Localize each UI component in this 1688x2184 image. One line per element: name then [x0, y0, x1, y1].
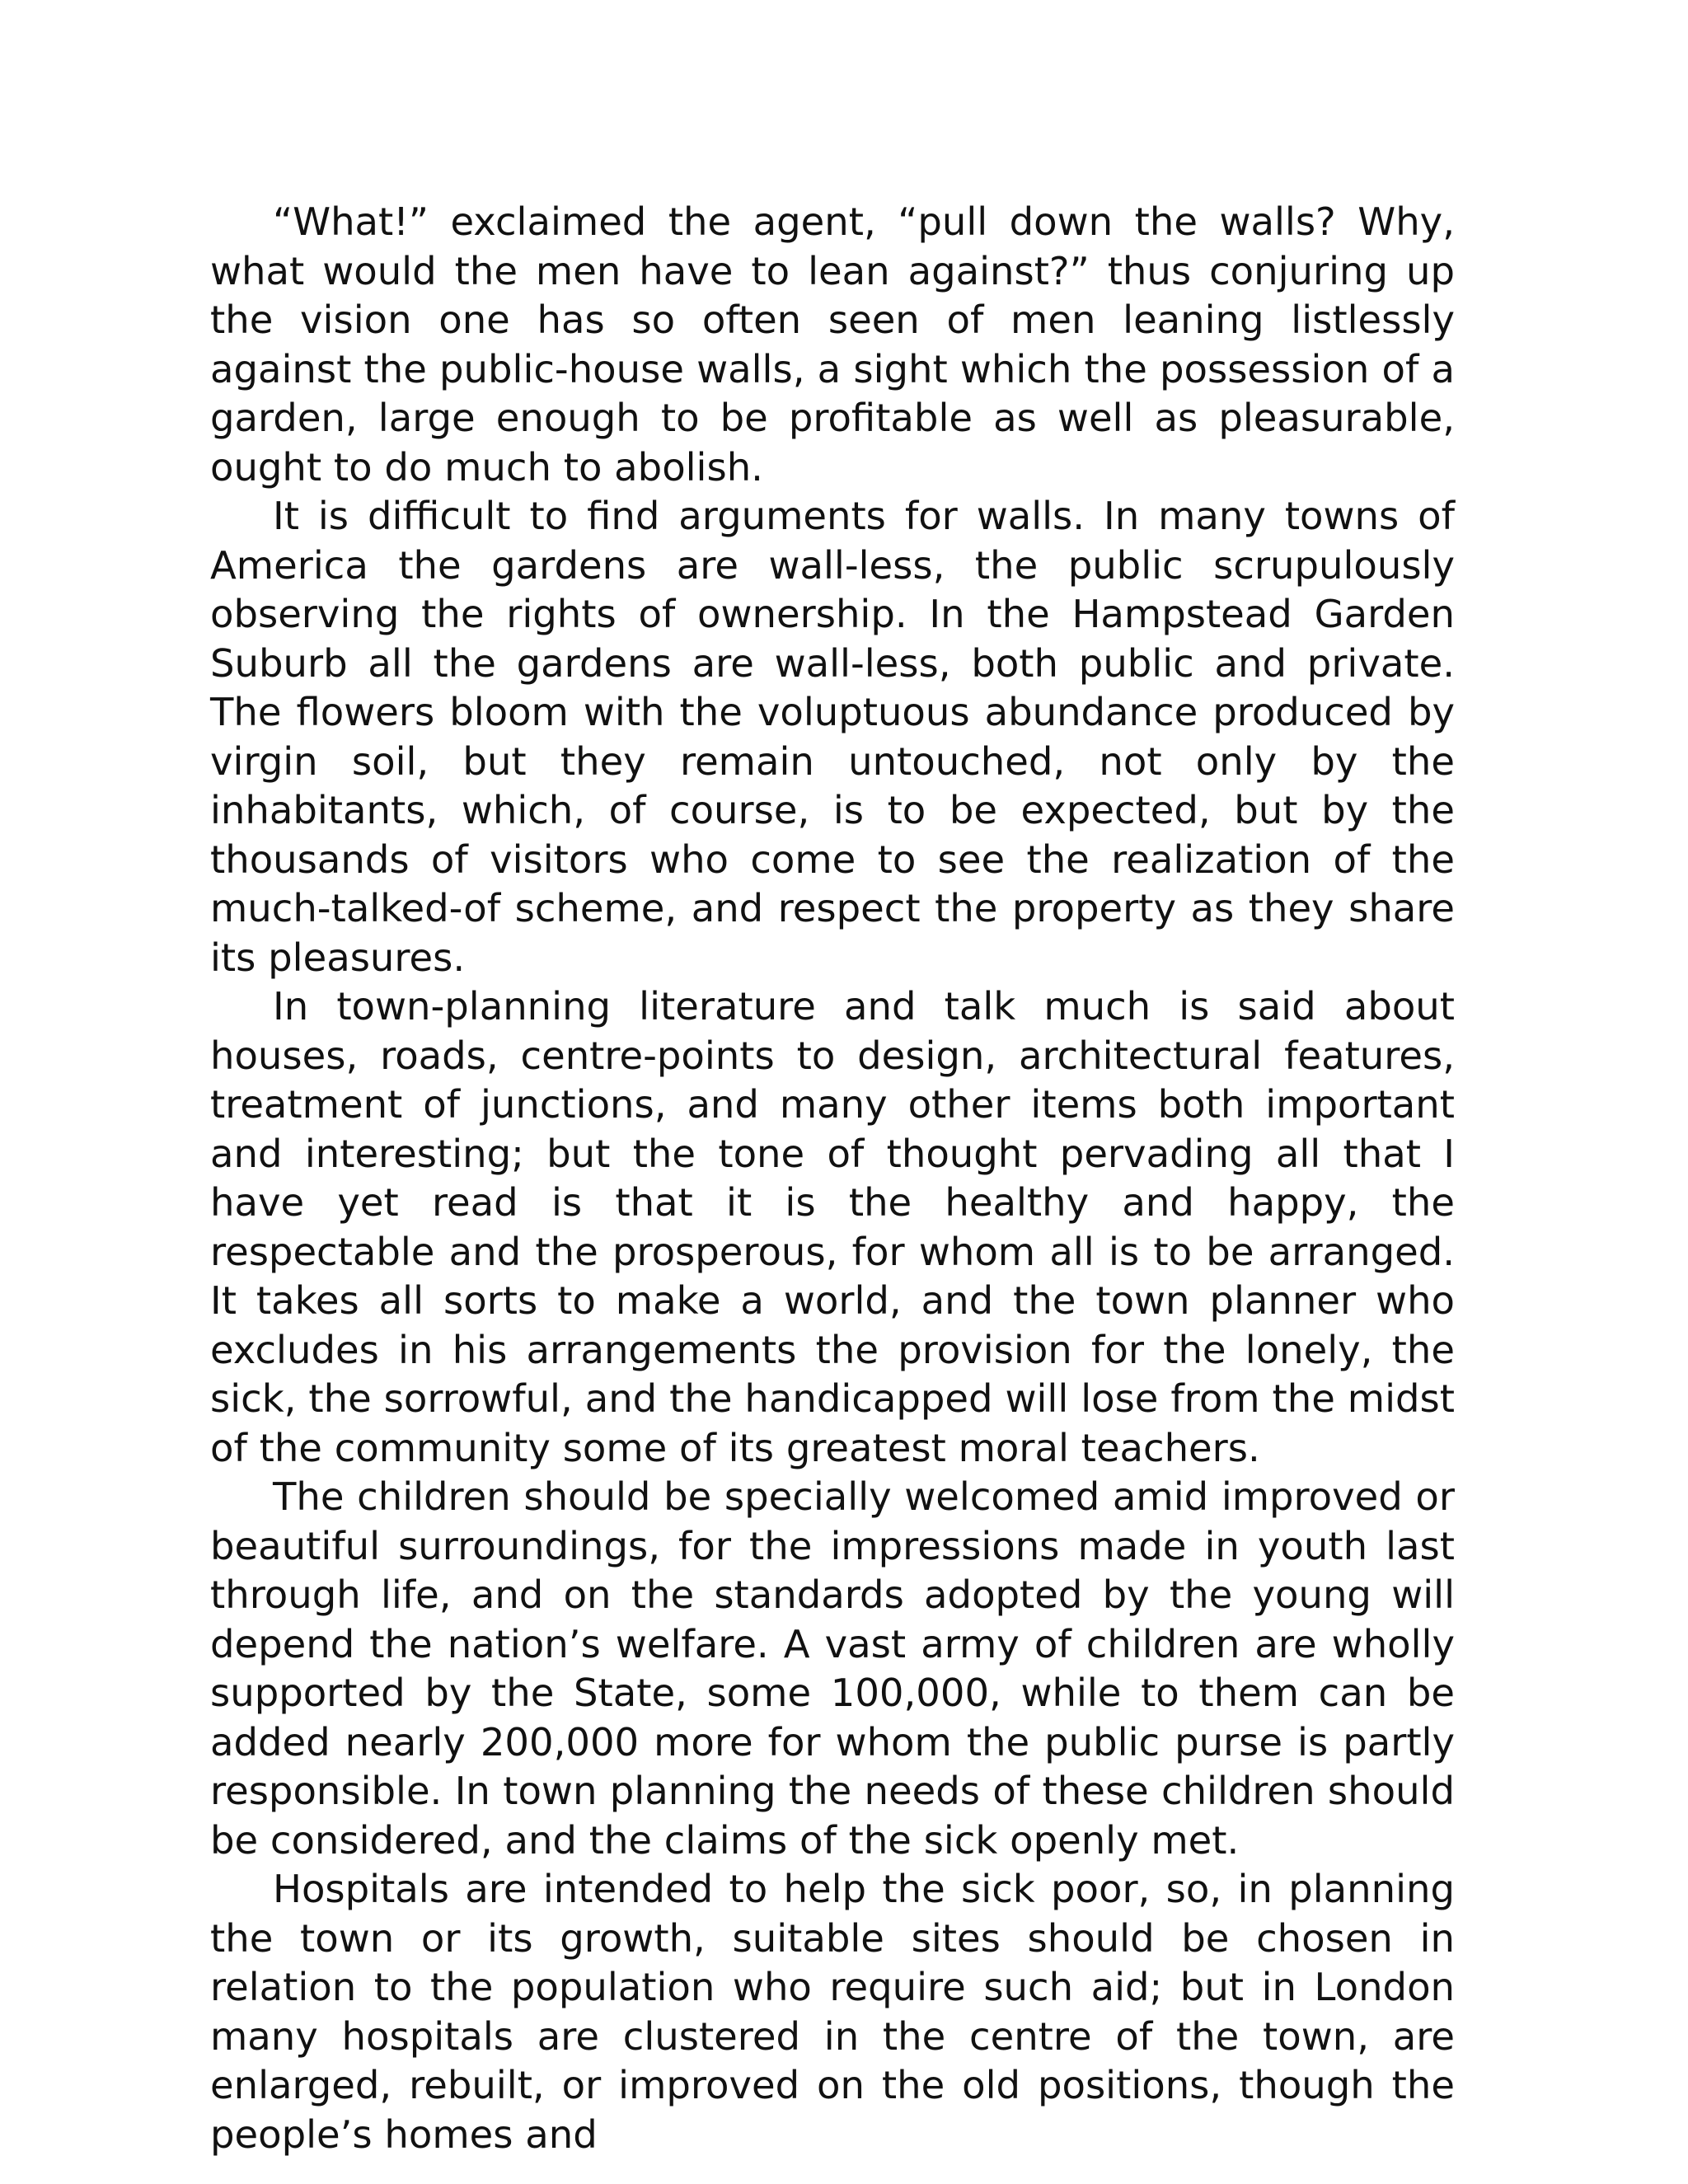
paragraph-children: The children should be specially welcomed amid improved or beautiful surroundings, for the impressions made in youth last through life, and on the standards adopted by the young will depend the nation’s welfare. A vast army of children are wholly supported by the State, some 100,000, while to them can be added nearly 200,000 more for whom the public purse is partly responsible. In town planning the needs of these children should be considered, and the claims of the sick openly met.	[210, 1474, 1455, 1863]
paragraph-town-planning: In town-planning literature and talk much is said about houses, roads, centre-points to design, architectural features, treatment of junctions, and many other items both important and interesting; but the tone of thought pervading all that I have yet read is that it is the healthy and happy, the respectable and the prosperous, for whom all is to be arranged. It takes all sorts to make a world, and the town planner who excludes in his arrangements the provision for the lonely, the sick, the sorrowful, and the handicapped will lose from the midst of the community some of its greatest moral teachers.	[210, 984, 1455, 1470]
paragraph-wall-less-gardens: It is difficult to find arguments for walls. In many towns of America the gardens are wall-less, the public scrupulously observing the rights of ownership. In the Hampstead Garden Suburb all the gardens are wall-less, both public and private. The flowers bloom with the voluptuous abundance produced by virgin soil, but they remain untouched, not only by the inhabitants, which, of course, is to be expected, but by the thousands of visitors who come to see the realization of the much-talked-of scheme, and respect the property as they share its pleasures.	[210, 494, 1455, 980]
paragraph-walls-agent: “What!” exclaimed the agent, “pull down the walls? Why, what would the men have to lean against?” thus conjuring up the vision one has so often seen of men leaning listlessly against the public-house walls, a sight which the possession of a garden, large enough to be profitable as well as pleasurable, ought to do much to abolish.	[210, 199, 1455, 490]
paragraph-hospitals: Hospitals are intended to help the sick poor, so, in planning the town or its growth, suitable sites should be chosen in relation to the population who require such aid; but in London many hospitals are clustered in the centre of the town, are enlarged, rebuilt, or improved on the old positions, though the people’s homes and	[210, 1867, 1455, 2157]
page-text	[210, 198, 1455, 2159]
